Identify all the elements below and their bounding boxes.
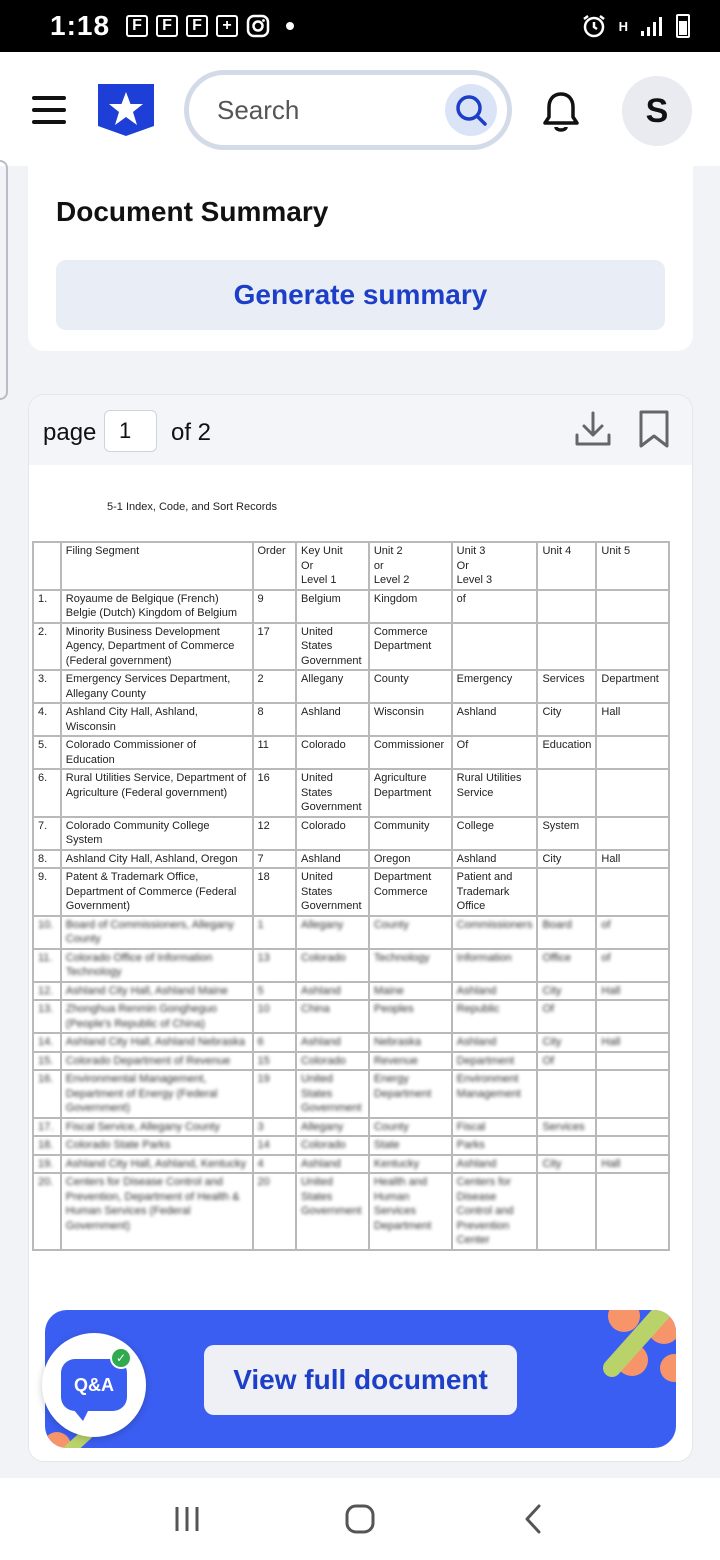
- table-cell: 14.: [33, 1033, 61, 1052]
- table-cell: Nebraska: [369, 1033, 452, 1052]
- table-cell: 11.: [33, 949, 61, 982]
- table-cell: [452, 623, 538, 671]
- summary-title: Document Summary: [56, 196, 329, 227]
- table-cell: 12.: [33, 982, 61, 1001]
- table-cell: Education: [537, 736, 596, 769]
- table-row: [33, 1136, 669, 1155]
- view-full-document-button[interactable]: View full document: [204, 1345, 517, 1415]
- table-cell: Colorado: [296, 949, 369, 982]
- table-cell: Technology: [369, 949, 452, 982]
- column-header: [33, 542, 61, 590]
- table-cell: [537, 623, 596, 671]
- table-cell: 11: [253, 736, 297, 769]
- table-cell: 20.: [33, 1173, 61, 1250]
- table-cell: Office: [537, 949, 596, 982]
- table-cell: [596, 736, 669, 769]
- table-cell: Ashland: [296, 1033, 369, 1052]
- table-cell: Services: [537, 670, 596, 703]
- table-cell: County: [369, 1118, 452, 1137]
- table-cell: United States Government: [296, 1173, 369, 1250]
- table-cell: [537, 868, 596, 916]
- notifications-bell-icon[interactable]: [540, 90, 582, 134]
- table-cell: Patient and Trademark Office: [452, 868, 538, 916]
- column-header: Unit 2 or Level 2: [369, 542, 452, 590]
- table-cell: Environmental Management, Department of Energy (Federal Government): [61, 1070, 253, 1118]
- column-header: Order: [253, 542, 297, 590]
- table-cell: 19: [253, 1070, 297, 1118]
- menu-icon[interactable]: [32, 96, 66, 124]
- table-cell: [596, 1070, 669, 1118]
- table-cell: Ashland: [452, 1033, 538, 1052]
- table-cell: Department: [596, 670, 669, 703]
- table-cell: Ashland: [452, 982, 538, 1001]
- search-icon: [454, 93, 488, 127]
- table-cell: 12: [253, 817, 297, 850]
- table-cell: Ashland City Hall, Ashland, Wisconsin: [61, 703, 253, 736]
- table-cell: 10: [253, 1000, 297, 1033]
- more-notifications-dot: [286, 22, 294, 30]
- table-cell: Board: [537, 916, 596, 949]
- table-cell: [537, 1070, 596, 1118]
- records-table: [32, 541, 670, 1251]
- table-cell: [596, 769, 669, 817]
- alarm-icon: [581, 13, 607, 39]
- table-cell: 3: [253, 1118, 297, 1137]
- table-cell: 6: [253, 1033, 297, 1052]
- table-cell: Kingdom: [369, 590, 452, 623]
- table-cell: Of: [452, 736, 538, 769]
- table-cell: 7: [253, 850, 297, 869]
- table-cell: United States Government: [296, 769, 369, 817]
- table-cell: Hall: [596, 1033, 669, 1052]
- bookmark-icon[interactable]: [638, 409, 670, 449]
- table-cell: 18: [253, 868, 297, 916]
- system-nav-bar: [0, 1478, 720, 1560]
- page-label: page: [43, 419, 97, 446]
- table-cell: Allegany: [296, 670, 369, 703]
- search-bar: [184, 70, 512, 150]
- table-cell: Ashland City Hall, Ashland, Kentucky: [61, 1155, 253, 1174]
- table-cell: 17.: [33, 1118, 61, 1137]
- column-header: Unit 3 Or Level 3: [452, 542, 538, 590]
- table-cell: 18.: [33, 1136, 61, 1155]
- page-number-input[interactable]: [104, 410, 157, 452]
- table-cell: Colorado: [296, 736, 369, 769]
- table-cell: City: [537, 1033, 596, 1052]
- table-cell: [596, 1118, 669, 1137]
- table-cell: 6.: [33, 769, 61, 817]
- table-cell: Ashland City Hall, Ashland, Oregon: [61, 850, 253, 869]
- table-row: [33, 1070, 669, 1118]
- table-cell: 15.: [33, 1052, 61, 1071]
- table-cell: 20: [253, 1173, 297, 1250]
- table-cell: [537, 590, 596, 623]
- table-cell: [596, 868, 669, 916]
- status-right: [581, 13, 690, 39]
- table-cell: Colorado Office of Information Technology: [61, 949, 253, 982]
- recent-apps-button[interactable]: [157, 1494, 217, 1544]
- table-cell: Board of Commissioners, Allegany County: [61, 916, 253, 949]
- table-cell: Commissioner: [369, 736, 452, 769]
- table-cell: City: [537, 982, 596, 1001]
- table-row: [33, 982, 669, 1001]
- facebook-icon: F: [156, 15, 178, 37]
- table-cell: [537, 769, 596, 817]
- table-cell: Colorado: [296, 1136, 369, 1155]
- table-row: [33, 670, 669, 703]
- table-cell: Colorado: [296, 817, 369, 850]
- table-cell: Emergency Services Department, Allegany County: [61, 670, 253, 703]
- table-cell: 15: [253, 1052, 297, 1071]
- table-cell: 8: [253, 703, 297, 736]
- table-cell: of: [452, 590, 538, 623]
- facebook-icon: F: [126, 15, 148, 37]
- table-cell: Centers for Disease Control and Prevention Center: [452, 1173, 538, 1250]
- table-cell: Royaume de Belgique (French) Belgie (Dutch) Kingdom of Belgium: [61, 590, 253, 623]
- viewer-toolbar: [29, 395, 693, 465]
- table-cell: Ashland City Hall, Ashland Maine: [61, 982, 253, 1001]
- status-bar: [0, 0, 720, 52]
- table-cell: Oregon: [369, 850, 452, 869]
- notification-icons: [126, 14, 294, 38]
- table-cell: Ashland: [296, 982, 369, 1001]
- table-cell: Health and Human Services Department: [369, 1173, 452, 1250]
- table-cell: Ashland City Hall, Ashland Nebraska: [61, 1033, 253, 1052]
- table-row: [33, 916, 669, 949]
- column-header: Unit 5: [596, 542, 669, 590]
- table-cell: 1.: [33, 590, 61, 623]
- table-cell: Maine: [369, 982, 452, 1001]
- table-cell: [596, 590, 669, 623]
- app-header: [0, 52, 720, 166]
- table-row: [33, 1033, 669, 1052]
- table-cell: Services: [537, 1118, 596, 1137]
- table-cell: Ashland: [452, 1155, 538, 1174]
- table-row: [33, 769, 669, 817]
- table-cell: Colorado: [296, 1052, 369, 1071]
- table-cell: Colorado Community College System: [61, 817, 253, 850]
- instagram-icon: [246, 14, 270, 38]
- table-cell: 4: [253, 1155, 297, 1174]
- signal-icon: [640, 15, 664, 37]
- table-cell: 16: [253, 769, 297, 817]
- table-cell: City: [537, 703, 596, 736]
- table-cell: Minority Business Development Agency, Department of Commerce (Federal government): [61, 623, 253, 671]
- table-cell: 13: [253, 949, 297, 982]
- home-button[interactable]: [330, 1494, 390, 1544]
- table-body: [33, 590, 669, 1250]
- table-row: [33, 623, 669, 671]
- table-cell: College: [452, 817, 538, 850]
- table-cell: 2.: [33, 623, 61, 671]
- table-cell: 5: [253, 982, 297, 1001]
- table-cell: City: [537, 1155, 596, 1174]
- table-cell: United States Government: [296, 1070, 369, 1118]
- network-type-label: H: [618, 18, 628, 34]
- table-row: [33, 1173, 669, 1250]
- table-cell: Fiscal Service, Allegany County: [61, 1118, 253, 1137]
- table-row: [33, 949, 669, 982]
- table-row: [33, 1155, 669, 1174]
- table-row: [33, 850, 669, 869]
- table-cell: 13.: [33, 1000, 61, 1033]
- table-cell: Information: [452, 949, 538, 982]
- table-cell: United States Government: [296, 623, 369, 671]
- table-cell: 14: [253, 1136, 297, 1155]
- table-cell: Hall: [596, 850, 669, 869]
- back-icon: [522, 1503, 544, 1535]
- table-cell: County: [369, 670, 452, 703]
- home-icon: [344, 1503, 376, 1535]
- table-cell: System: [537, 817, 596, 850]
- table-cell: Department Commerce: [369, 868, 452, 916]
- table-cell: 8.: [33, 850, 61, 869]
- table-cell: Republic: [452, 1000, 538, 1033]
- table-cell: [596, 1136, 669, 1155]
- table-row: [33, 590, 669, 623]
- table-cell: 2: [253, 670, 297, 703]
- bible-icon: +: [216, 15, 238, 37]
- table-cell: 9: [253, 590, 297, 623]
- table-cell: Centers for Disease Control and Prevention, Department of Health & Human Services (Federal Government): [61, 1173, 253, 1250]
- app-logo-icon[interactable]: [98, 84, 154, 136]
- table-cell: [596, 623, 669, 671]
- table-row: [33, 736, 669, 769]
- table-cell: Ashland: [296, 703, 369, 736]
- table-cell: 9.: [33, 868, 61, 916]
- table-cell: [537, 1173, 596, 1250]
- table-cell: of: [596, 916, 669, 949]
- table-cell: Department: [452, 1052, 538, 1071]
- table-row: [33, 1052, 669, 1071]
- table-cell: 3.: [33, 670, 61, 703]
- table-cell: Colorado Commissioner of Education: [61, 736, 253, 769]
- status-time: 1:18: [50, 10, 111, 41]
- table-cell: 16.: [33, 1070, 61, 1118]
- table-cell: Ashland: [452, 703, 538, 736]
- recent-apps-icon: [173, 1505, 201, 1533]
- page-total: of 2: [171, 419, 212, 446]
- table-cell: 17: [253, 623, 297, 671]
- document-viewer: [28, 394, 693, 1462]
- table-cell: Colorado State Parks: [61, 1136, 253, 1155]
- download-icon[interactable]: [573, 409, 613, 449]
- generate-summary-button[interactable]: Generate summary: [56, 260, 665, 330]
- table-cell: Commerce Department: [369, 623, 452, 671]
- search-input[interactable]: [217, 95, 437, 126]
- table-cell: United States Government: [296, 868, 369, 916]
- table-cell: [596, 817, 669, 850]
- table-cell: 19.: [33, 1155, 61, 1174]
- column-header: Filing Segment: [61, 542, 253, 590]
- table-cell: 10.: [33, 916, 61, 949]
- table-cell: Of: [537, 1052, 596, 1071]
- back-button[interactable]: [503, 1494, 563, 1544]
- table-cell: Allegany: [296, 916, 369, 949]
- column-header: Key Unit Or Level 1: [296, 542, 369, 590]
- table-cell: Fiscal: [452, 1118, 538, 1137]
- table-cell: State: [369, 1136, 452, 1155]
- table-cell: Peoples: [369, 1000, 452, 1033]
- table-cell: Hall: [596, 703, 669, 736]
- table-cell: Emergency: [452, 670, 538, 703]
- table-cell: Community: [369, 817, 452, 850]
- decorative-shapes-icon: [602, 1310, 676, 1388]
- table-cell: County: [369, 916, 452, 949]
- table-cell: Zhonghua Renmin Gongheguo (People's Republic of China): [61, 1000, 253, 1033]
- table-cell: Allegany: [296, 1118, 369, 1137]
- table-cell: Rural Utilities Service: [452, 769, 538, 817]
- side-drawer-handle[interactable]: [0, 160, 8, 400]
- table-row: [33, 817, 669, 850]
- table-cell: Hall: [596, 1155, 669, 1174]
- table-row: [33, 1000, 669, 1033]
- table-cell: [537, 1136, 596, 1155]
- table-cell: [596, 1173, 669, 1250]
- table-cell: Wisconsin: [369, 703, 452, 736]
- table-cell: Environment Management: [452, 1070, 538, 1118]
- table-cell: Kentucky: [369, 1155, 452, 1174]
- table-cell: Ashland: [452, 850, 538, 869]
- table-cell: [596, 1000, 669, 1033]
- table-cell: Of: [537, 1000, 596, 1033]
- search-button[interactable]: [445, 84, 497, 136]
- facebook-icon: F: [186, 15, 208, 37]
- document-summary-card: [28, 166, 693, 351]
- check-icon: ✓: [110, 1347, 132, 1369]
- column-header: Unit 4: [537, 542, 596, 590]
- document-heading: 5-1 Index, Code, and Sort Records: [107, 501, 277, 513]
- table-row: [33, 703, 669, 736]
- table-cell: Ashland: [296, 1155, 369, 1174]
- table-cell: Parks: [452, 1136, 538, 1155]
- table-cell: Ashland: [296, 850, 369, 869]
- table-cell: Belgium: [296, 590, 369, 623]
- table-cell: Colorado Department of Revenue: [61, 1052, 253, 1071]
- table-cell: Hall: [596, 982, 669, 1001]
- qa-chat-icon: Q&A: [61, 1359, 127, 1411]
- table-cell: 5.: [33, 736, 61, 769]
- table-cell: City: [537, 850, 596, 869]
- table-cell: 1: [253, 916, 297, 949]
- qa-fab-button[interactable]: [42, 1333, 146, 1437]
- table-row: [33, 1118, 669, 1137]
- table-cell: Energy Department: [369, 1070, 452, 1118]
- table-cell: [596, 1052, 669, 1071]
- table-cell: Patent & Trademark Office, Department of Commerce (Federal Government): [61, 868, 253, 916]
- table-cell: of: [596, 949, 669, 982]
- table-cell: China: [296, 1000, 369, 1033]
- table-cell: 4.: [33, 703, 61, 736]
- user-avatar[interactable]: S: [622, 76, 692, 146]
- battery-icon: [676, 14, 690, 38]
- table-cell: Revenue: [369, 1052, 452, 1071]
- table-cell: Agriculture Department: [369, 769, 452, 817]
- table-cell: 7.: [33, 817, 61, 850]
- table-header-row: [33, 542, 669, 590]
- table-cell: Commissioners: [452, 916, 538, 949]
- table-cell: Rural Utilities Service, Department of Agriculture (Federal government): [61, 769, 253, 817]
- table-row: [33, 868, 669, 916]
